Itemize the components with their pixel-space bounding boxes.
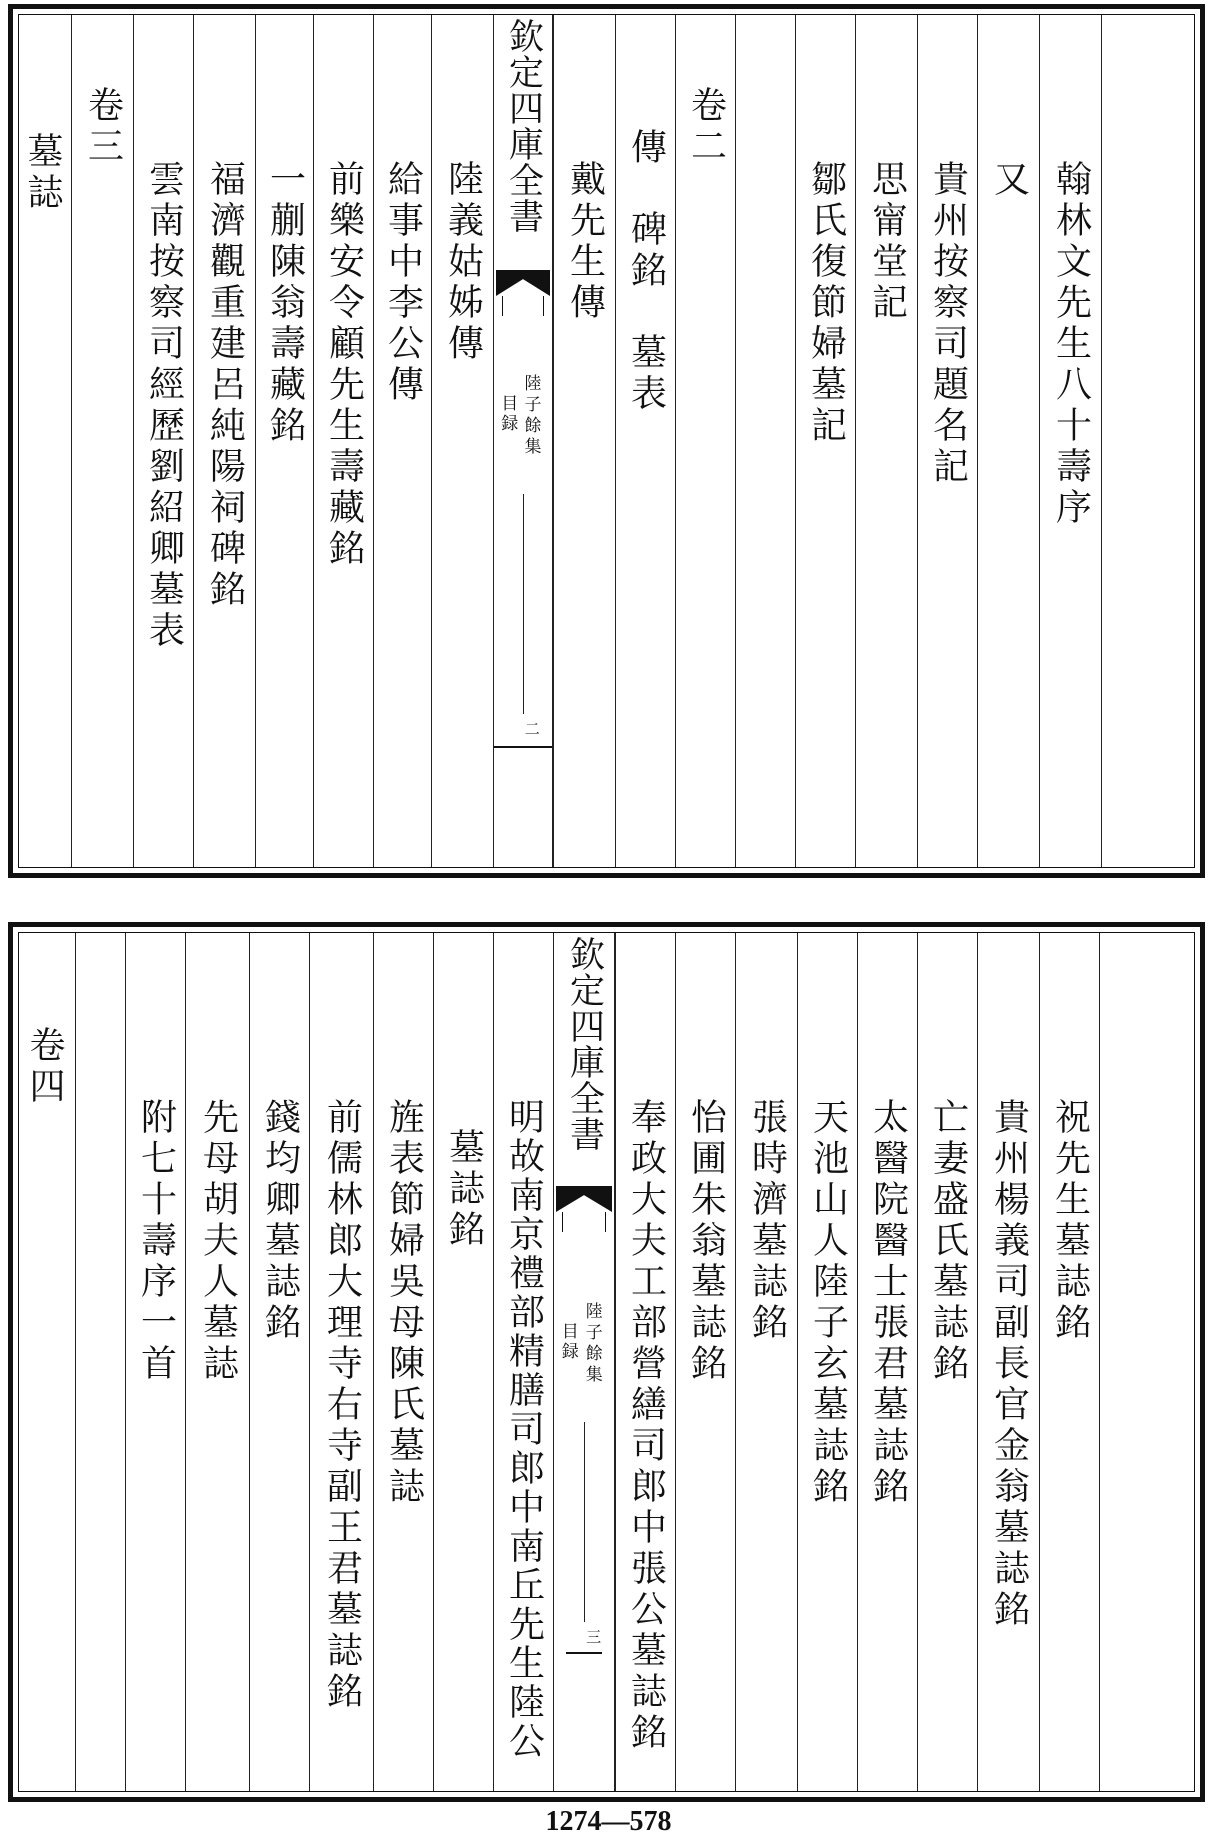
column <box>13 932 75 1792</box>
column <box>735 14 795 868</box>
column <box>553 14 615 868</box>
toc-entry: 太醫院醫士張君墓誌銘 <box>867 1098 909 1508</box>
column <box>675 14 735 868</box>
toc-entry: 福濟觀重建呂純陽祠碑銘 <box>204 160 246 611</box>
toc-entry: 又 <box>988 160 1030 201</box>
toc-entry: 給事中李公傳 <box>382 160 424 406</box>
fish-tail-mark <box>556 1186 612 1212</box>
column <box>255 14 313 868</box>
column <box>431 14 493 868</box>
column <box>735 932 797 1792</box>
section-label: 目録 <box>557 1322 578 1362</box>
fold-guide-line <box>523 494 524 714</box>
toc-entry: 亡妻盛氏墓誌銘 <box>927 1098 969 1385</box>
column <box>675 932 735 1792</box>
fish-tail-frame <box>502 296 544 316</box>
column <box>313 14 373 868</box>
toc-entry: 貴州按察司題名記 <box>927 160 969 488</box>
column <box>309 932 373 1792</box>
column <box>133 14 193 868</box>
toc-entry: 祝先生墓誌銘 <box>1049 1098 1091 1344</box>
column <box>373 932 433 1792</box>
fold-guide-line <box>584 1422 585 1622</box>
toc-entry: 先母胡夫人墓誌 <box>197 1098 239 1385</box>
page-number: 三 <box>586 1628 602 1646</box>
book-title: 陸子餘集 <box>520 374 541 458</box>
toc-entry: 思甯堂記 <box>866 160 908 324</box>
column <box>615 932 675 1792</box>
chapter-heading: 墓誌 <box>22 132 63 214</box>
column <box>795 14 855 868</box>
chapter-heading: 卷三 <box>82 86 124 168</box>
column <box>917 932 977 1792</box>
toc-entry: 明故南京禮部精膳司郎中南丘先生陸公 <box>503 1098 545 1761</box>
column <box>855 14 917 868</box>
column <box>13 14 71 868</box>
toc-entry: 張時濟墓誌銘 <box>746 1098 788 1344</box>
section-label: 目録 <box>497 394 518 434</box>
center-fold <box>493 14 553 868</box>
column <box>857 932 917 1792</box>
column <box>193 14 255 868</box>
toc-entry: 雲南按察司經歷劉紹卿墓表 <box>143 160 185 652</box>
toc-entry: 怡圃朱翁墓誌銘 <box>685 1098 727 1385</box>
column <box>615 14 675 868</box>
category-line: 傳 碑銘 墓表 <box>625 128 667 415</box>
column <box>977 14 1039 868</box>
toc-entry: 錢均卿墓誌銘 <box>259 1098 301 1344</box>
book-title: 陸子餘集 <box>581 1302 602 1386</box>
fish-tail-frame <box>562 1212 606 1232</box>
page-number: 二 <box>524 720 540 738</box>
column <box>1099 932 1200 1792</box>
toc-entry: 鄒氏復節婦墓記 <box>805 160 847 447</box>
page-caption: 1274—578 <box>545 1806 672 1837</box>
center-fold <box>553 932 615 1792</box>
toc-entry: 奉政大夫工部營繕司郎中張公墓誌銘 <box>625 1098 667 1754</box>
toc-entry: 貴州楊義司副長官金翁墓誌銘 <box>988 1098 1030 1631</box>
toc-entry: 旌表節婦吳母陳氏墓誌 <box>383 1098 425 1508</box>
scan-page-bottom <box>8 922 1205 1802</box>
column <box>75 932 125 1792</box>
column <box>249 932 309 1792</box>
toc-entry: 一蒯陳翁壽藏銘 <box>264 160 306 447</box>
column <box>977 932 1039 1792</box>
toc-entry: 前儒林郎大理寺右寺副王君墓誌銘 <box>321 1098 363 1713</box>
column <box>433 932 493 1792</box>
toc-entry: 前樂安令顧先生壽藏銘 <box>323 160 365 570</box>
column <box>1101 14 1200 868</box>
chapter-heading: 卷二 <box>685 86 727 168</box>
toc-entry: 陸義姑姊傳 <box>442 160 484 365</box>
fold-rule <box>566 1652 602 1654</box>
collection-title: 欽定四庫全書 <box>503 18 544 234</box>
toc-entry: 墓誌銘 <box>443 1128 485 1251</box>
column <box>917 14 977 868</box>
column <box>1039 932 1099 1792</box>
column <box>125 932 185 1792</box>
column <box>797 932 857 1792</box>
chapter-heading: 卷四 <box>24 1026 65 1108</box>
column <box>1039 14 1101 868</box>
fish-tail-mark <box>496 270 550 296</box>
toc-entry: 天池山人陸子玄墓誌銘 <box>807 1098 849 1508</box>
collection-title: 欽定四庫全書 <box>564 936 605 1152</box>
column <box>493 932 553 1792</box>
toc-entry: 戴先生傳 <box>564 160 606 324</box>
scan-page-top <box>8 4 1205 878</box>
toc-entry: 翰林文先生八十壽序 <box>1050 160 1092 529</box>
toc-entry: 附七十壽序一首 <box>135 1098 177 1385</box>
column <box>185 932 249 1792</box>
column <box>373 14 431 868</box>
fold-rule <box>494 746 552 748</box>
column <box>71 14 133 868</box>
